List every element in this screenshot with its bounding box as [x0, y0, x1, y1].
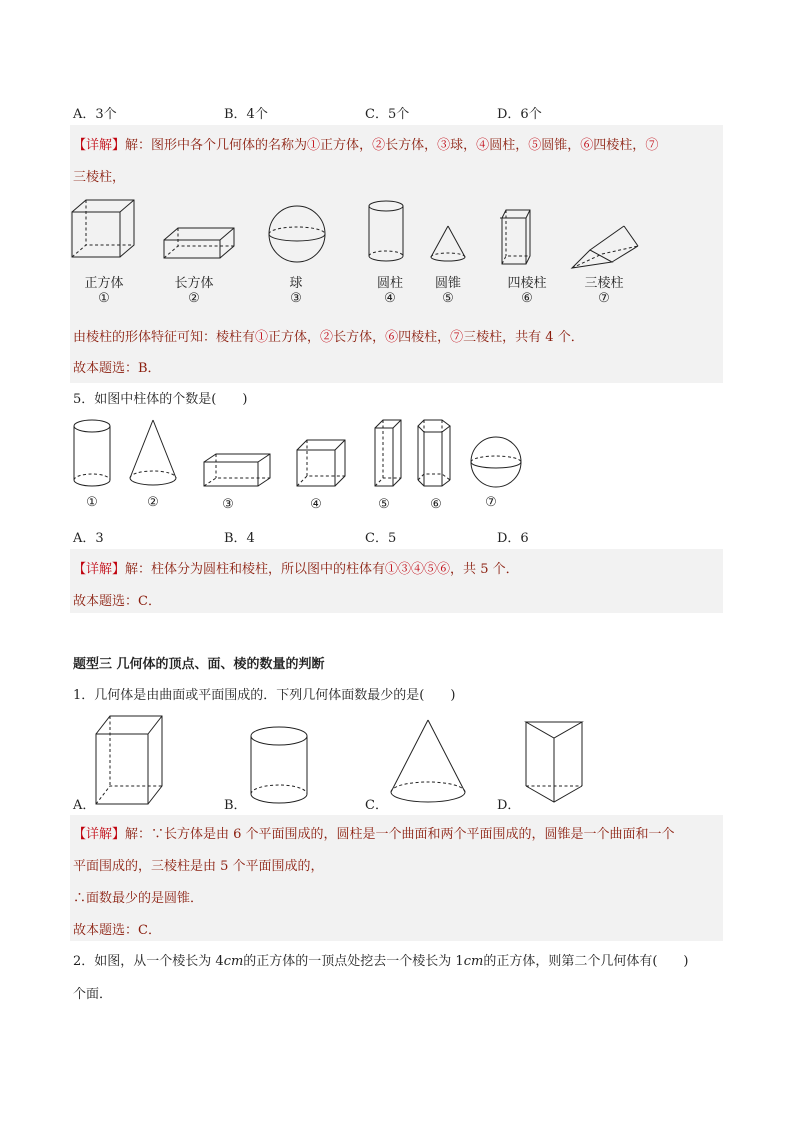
q4-option-d: D．6个: [497, 107, 542, 122]
q5-num-3: ③: [222, 497, 234, 512]
tri-prism-shape: [572, 226, 638, 268]
q4-conclusion: 由棱柱的形体特征可知：棱柱有①正方体，②长方体，⑥四棱柱，⑦三棱柱，共有 4 个．: [73, 330, 584, 345]
q4-option-a: A．3个: [73, 107, 117, 122]
q5-detail-line: 【详解】解：柱体分为圆柱和棱柱，所以图中的柱体有①③④⑤⑥，共 5 个．: [73, 562, 519, 577]
s3-q2-line1: 2．如图，从一个棱长为 4cm的正方体的一顶点处挖去一个棱长为 1cm的正方体，则第二个几何体有( ): [73, 954, 689, 969]
q5-answer: 故本题选：C．: [73, 594, 161, 609]
q5-quad-prism-shape: [375, 420, 401, 486]
q5-option-d: D．6: [497, 531, 529, 546]
q5-num-6: ⑥: [430, 497, 442, 512]
shape-name-6: 四棱柱: [507, 276, 547, 291]
shape-name-3: 球: [289, 276, 303, 291]
shape-num-1: ①: [98, 291, 110, 306]
q4-detail-line1: 【详解】解：图形中各个几何体的名称为①正方体，②长方体，③球，④圆柱，⑤圆锥，⑥四棱柱，⑦: [73, 138, 659, 153]
quad-prism-shape: [500, 210, 530, 264]
shape-name-1: 正方体: [84, 276, 124, 291]
q4-answer: 故本题选：B．: [73, 361, 161, 376]
q5-cylinder-shape: [74, 420, 110, 486]
q4-detail-line2: 三棱柱，: [73, 170, 126, 185]
s3-q1-stem: 1．几何体是由曲面或平面围成的．下列几何体面数最少的是( ): [73, 688, 456, 703]
section-title: 题型三 几何体的顶点、面、棱的数量的判断: [73, 657, 325, 672]
cuboid-shape: [164, 228, 234, 258]
q5-num-2: ②: [147, 495, 159, 510]
q5-num-7: ⑦: [485, 495, 497, 510]
detail-tag: 【详解】: [73, 138, 126, 153]
s3-answer: 故本题选：C．: [73, 923, 161, 938]
shape-num-7: ⑦: [598, 291, 610, 306]
q5-stem: 5．如图中柱体的个数是( ): [73, 392, 248, 407]
q5-num-4: ④: [310, 497, 322, 512]
shape-name-4: 圆柱: [376, 276, 403, 291]
q5-option-b: B．4: [224, 531, 255, 546]
shape-name-5: 圆锥: [434, 276, 461, 291]
shape-num-5: ⑤: [442, 291, 454, 306]
sphere-shape: [269, 206, 325, 262]
s3-tri-prism-shape: [526, 722, 582, 802]
q5-sphere-shape: [471, 437, 521, 487]
q5-hex-prism-shape: [418, 420, 450, 486]
s3-cone-shape: [391, 720, 465, 802]
s3-detail-line3: ∴面数最少的是圆锥．: [73, 891, 204, 906]
s3-detail-line1: 【详解】解：∵长方体是由 6 个平面围成的，圆柱是一个曲面和两个平面围成的，圆锥是一个曲面和一个: [73, 827, 675, 842]
shape-num-3: ③: [290, 291, 302, 306]
s3-detail-line2: 平面围成的，三棱柱是由 5 个平面围成的，: [73, 859, 324, 874]
q5-option-a: A．3: [73, 531, 104, 546]
cube-shape: [72, 200, 134, 257]
q5-num-5: ⑤: [378, 497, 390, 512]
s3-option-a: A．: [73, 798, 96, 813]
shape-name-7: 三棱柱: [584, 276, 624, 291]
q5-cuboid-shape: [204, 454, 270, 486]
shape-num-6: ⑥: [521, 291, 533, 306]
q4-option-b: B．4个: [224, 107, 268, 122]
q5-cube-shape: [297, 440, 345, 486]
shape-num-4: ④: [384, 291, 396, 306]
s3-option-c: C．: [365, 798, 388, 813]
q4-option-c: C．5个: [365, 107, 410, 122]
q5-shapes-figure: [70, 418, 540, 490]
shape-num-2: ②: [188, 291, 200, 306]
s3-option-d: D．: [497, 798, 521, 813]
s3-cylinder-shape: [251, 727, 307, 803]
q5-option-c: C．5: [365, 531, 397, 546]
tall-cuboid-shape: [96, 716, 162, 804]
q5-cone-shape: [130, 420, 176, 485]
cone-shape: [431, 226, 465, 261]
shape-name-2: 长方体: [174, 276, 214, 291]
s3-option-b: B．: [224, 798, 247, 813]
q4-shapes-figure: [70, 198, 670, 270]
cylinder-shape: [369, 201, 403, 261]
s3-q2-line2: 个面．: [73, 987, 113, 1002]
q5-num-1: ①: [86, 495, 98, 510]
